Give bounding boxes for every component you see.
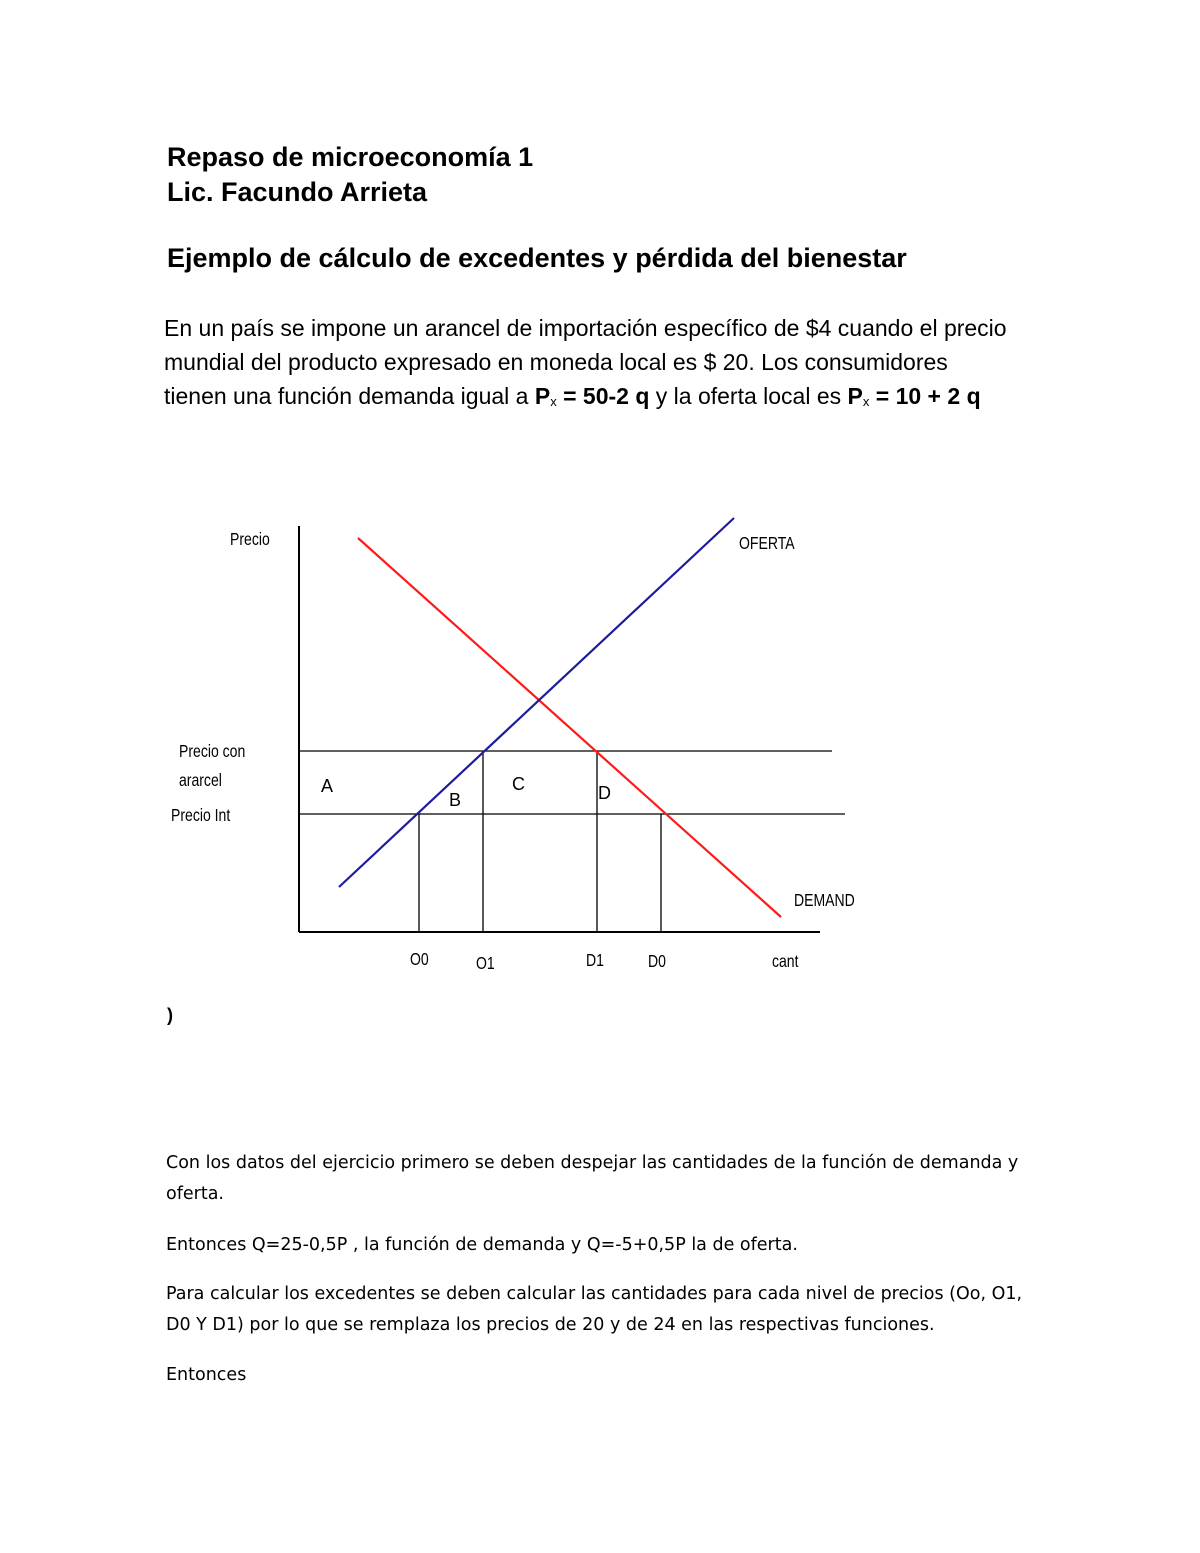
body-p2-pre: Entonces [166, 1235, 252, 1255]
supply-subscript: x [862, 394, 870, 409]
stray-mark: ) [167, 1005, 173, 1025]
world-price-label: Precio Int [171, 805, 231, 826]
body-p3-line-2: D0 Y D1) por lo que se remplaza los precios de 20 y de 24 en las respectivas funciones. [166, 1315, 935, 1335]
x-tick-o1: O1 [476, 953, 495, 974]
supply-quantity-function: Q=-5+0,5P [586, 1235, 686, 1255]
demand-equation: = 50-2 q [556, 383, 650, 409]
demand-p-symbol: P [534, 383, 551, 409]
supply-p-symbol: P [847, 383, 863, 409]
document-title: Repaso de microeconomía 1 [167, 142, 534, 172]
body-p1-line-2: oferta. [166, 1184, 224, 1204]
body-p2-post: la de oferta. [685, 1235, 798, 1255]
body-p2-mid: , la función de demanda y [347, 1235, 587, 1255]
demand-subscript: x [550, 394, 557, 409]
tariff-price-label-2: ararcel [179, 770, 222, 791]
area-label-a: A [321, 776, 334, 796]
x-axis-label: cant [772, 951, 799, 972]
body-p2 [166, 1235, 798, 1255]
intro-line-2: mundial del producto expresado en moneda local es $ 20. Los consumidores [164, 349, 948, 375]
intro-text-mid: y la oferta local es [649, 383, 848, 409]
x-tick-d1: D1 [585, 950, 604, 971]
section-title: Ejemplo de cálculo de excedentes y pérdida del bienestar [167, 243, 907, 273]
x-tick-o0: O0 [410, 949, 429, 970]
x-tick-d0: D0 [647, 951, 666, 972]
body-p4: Entonces [166, 1365, 247, 1385]
tariff-price-label-1: Precio con [179, 741, 246, 762]
y-axis-label: Precio [229, 529, 270, 550]
demand-curve [358, 538, 781, 917]
supply-label: OFERTA [738, 533, 795, 554]
area-label-c: C [512, 774, 525, 794]
demand-quantity-function: Q=25-0,5P [251, 1235, 348, 1255]
body-p1-line-1: Con los datos del ejercicio primero se deben despejar las cantidades de la función de demanda y [166, 1153, 1019, 1173]
demand-label: DEMAND [793, 890, 855, 911]
area-label-d: D [598, 783, 611, 803]
supply-equation: = 10 + 2 q [869, 383, 981, 409]
body-p3-line-1: Para calcular los excedentes se deben calcular las cantidades para cada nivel de precios (Oo, O1, [166, 1284, 1023, 1304]
intro-line-1: En un país se impone un arancel de importación específico de $4 cuando el precio [164, 315, 1007, 341]
intro-text-pre: tienen una función demanda igual a [164, 383, 535, 409]
area-label-b: B [449, 790, 462, 810]
author-name: Lic. Facundo Arrieta [167, 177, 428, 207]
